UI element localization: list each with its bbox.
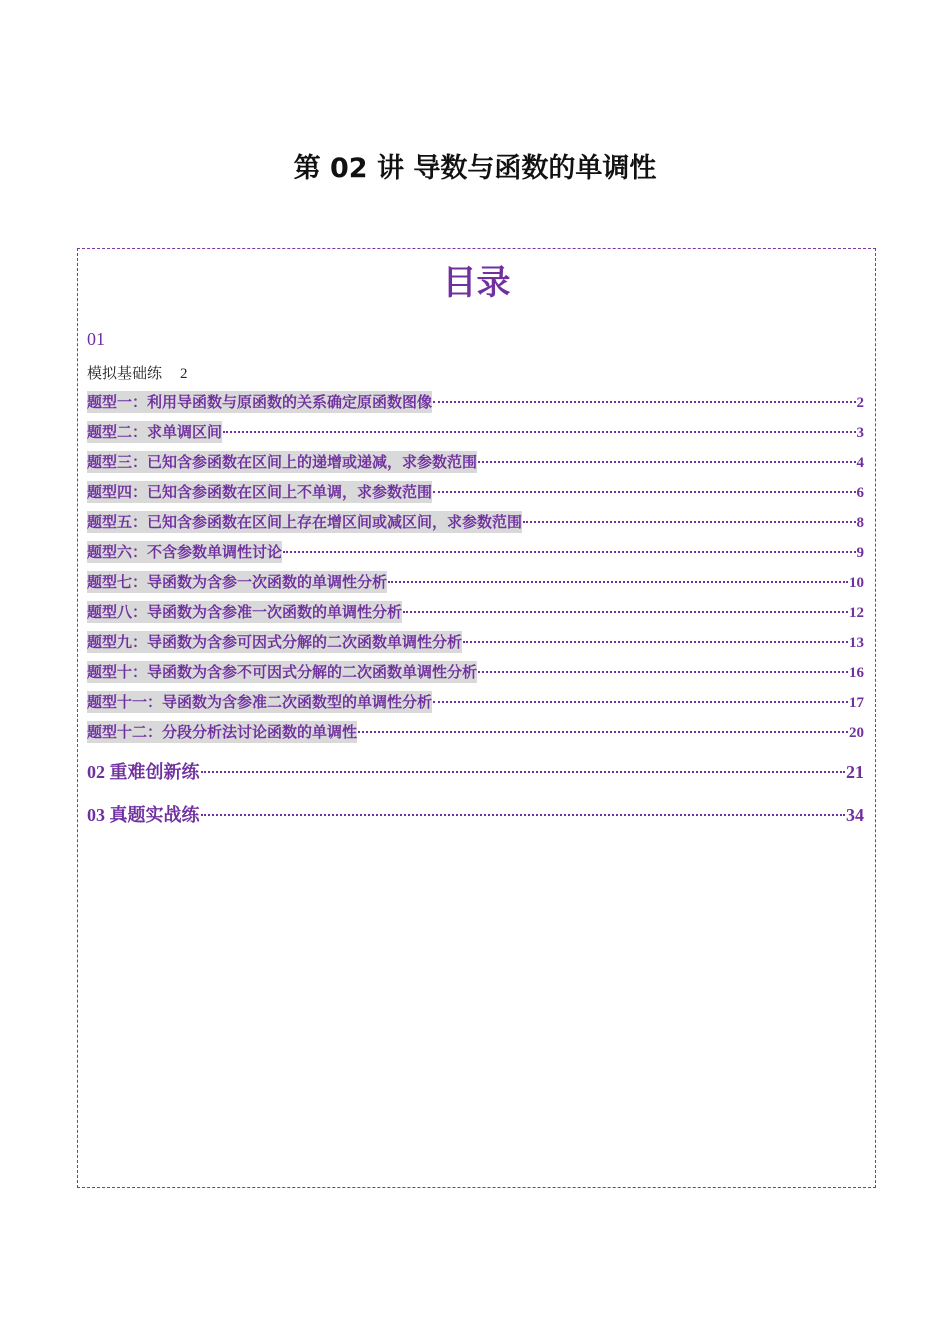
toc-entry-label[interactable]: 题型六：不含参数单调性讨论	[87, 543, 283, 561]
toc-entry-label[interactable]: 题型八：导函数为含参准一次函数的单调性分析	[87, 603, 403, 621]
toc-entry[interactable]	[87, 511, 864, 541]
dot-leader	[523, 521, 855, 523]
toc-entry[interactable]	[87, 691, 864, 721]
section-subtitle-line	[87, 362, 188, 383]
dot-leader	[403, 611, 848, 613]
toc-entry-page[interactable]: 2	[856, 395, 864, 411]
toc-entry-page[interactable]: 17	[849, 695, 864, 711]
dot-leader	[223, 431, 855, 433]
toc-entry-label[interactable]: 题型二：求单调区间	[87, 423, 223, 441]
toc-entry-label[interactable]: 题型九：导函数为含参可因式分解的二次函数单调性分析	[87, 633, 463, 651]
toc-entry-label[interactable]: 题型十一：导函数为含参准二次函数型的单调性分析	[87, 693, 433, 711]
toc-heading: 目录	[442, 263, 511, 303]
toc-entry[interactable]	[87, 721, 864, 751]
toc-section-entry[interactable]	[87, 759, 864, 802]
toc-entry-page[interactable]: 4	[856, 455, 864, 471]
document-title: 第 02 讲 导数与函数的单调性	[293, 153, 657, 184]
dot-leader	[433, 491, 855, 493]
toc-entry-label[interactable]: 题型七：导函数为含参一次函数的单调性分析	[87, 573, 388, 591]
toc-entry-label[interactable]: 题型三：已知含参函数在区间上的递增或递减，求参数范围	[87, 453, 478, 471]
dot-leader	[388, 581, 848, 583]
toc-entry[interactable]	[87, 661, 864, 691]
toc-entry-page[interactable]: 6	[856, 485, 864, 501]
toc-entry-page[interactable]: 3	[856, 425, 864, 441]
toc-entry-label[interactable]: 题型五：已知含参函数在区间上存在增区间或减区间，求参数范围	[87, 513, 523, 531]
dot-leader	[478, 671, 848, 673]
toc-section-label[interactable]: 03 真题实战练	[87, 805, 200, 825]
toc-entry[interactable]	[87, 571, 864, 601]
toc-entry-page[interactable]: 16	[849, 665, 864, 681]
dot-leader	[283, 551, 855, 553]
dot-leader	[433, 401, 855, 403]
toc-entry[interactable]	[87, 451, 864, 481]
toc-section-list	[87, 759, 864, 845]
table-of-contents	[77, 248, 876, 1188]
toc-entry-label[interactable]: 题型十：导函数为含参不可因式分解的二次函数单调性分析	[87, 663, 478, 681]
toc-entry[interactable]	[87, 481, 864, 511]
toc-section-page[interactable]: 34	[846, 805, 864, 825]
toc-section-page[interactable]: 21	[846, 762, 864, 782]
section-subtitle-page: 2	[180, 366, 188, 382]
dot-leader	[463, 641, 848, 643]
dot-leader	[478, 461, 855, 463]
dot-leader	[201, 771, 846, 773]
toc-entry-label[interactable]: 题型十二：分段分析法讨论函数的单调性	[87, 723, 358, 741]
toc-entry-list	[87, 391, 864, 751]
toc-entry-page[interactable]: 9	[856, 545, 864, 561]
dot-leader	[201, 814, 846, 816]
toc-section-label[interactable]: 02 重难创新练	[87, 762, 200, 782]
toc-entry-page[interactable]: 12	[849, 605, 864, 621]
toc-entry[interactable]	[87, 631, 864, 661]
section-subtitle: 模拟基础练	[87, 364, 163, 382]
section-number: 01	[87, 329, 105, 349]
toc-entry-page[interactable]: 8	[856, 515, 864, 531]
toc-entry-page[interactable]: 20	[849, 725, 864, 741]
toc-entry-label[interactable]: 题型四：已知含参函数在区间上不单调，求参数范围	[87, 483, 433, 501]
toc-entry-label[interactable]: 题型一：利用导函数与原函数的关系确定原函数图像	[87, 393, 433, 411]
toc-section-entry[interactable]	[87, 802, 864, 845]
dot-leader	[433, 701, 848, 703]
toc-entry[interactable]	[87, 421, 864, 451]
toc-entry[interactable]	[87, 391, 864, 421]
dot-leader	[358, 731, 848, 733]
toc-entry[interactable]	[87, 601, 864, 631]
toc-entry-page[interactable]: 13	[849, 635, 864, 651]
toc-entry-page[interactable]: 10	[849, 575, 864, 591]
toc-entry[interactable]	[87, 541, 864, 571]
